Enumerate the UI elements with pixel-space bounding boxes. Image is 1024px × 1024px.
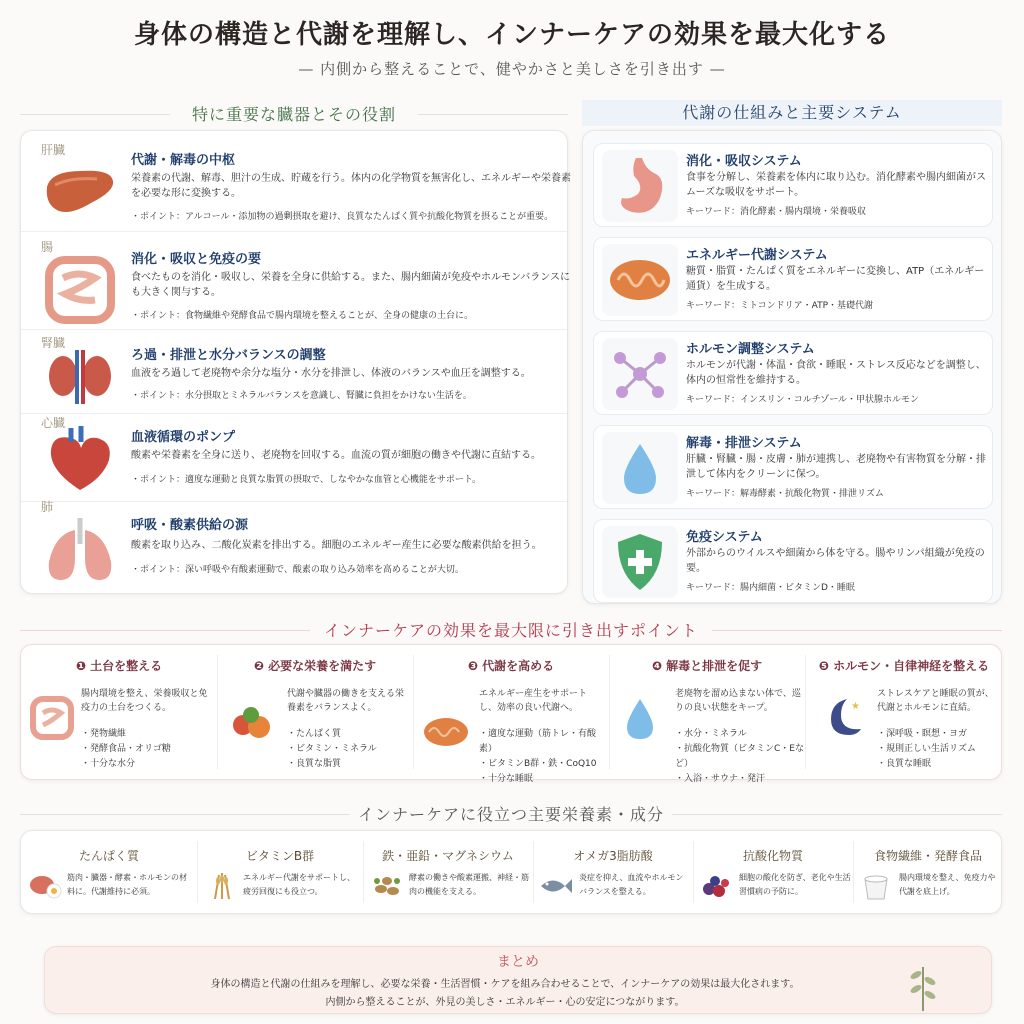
nutrient-card	[693, 831, 853, 911]
nutrient-card	[21, 831, 197, 911]
organ-tag: 肺	[41, 500, 54, 514]
nutrient-title: ビタミンB群	[245, 849, 315, 863]
nutrients-heading-text: インナーケアに役立つ主要栄養素・成分	[357, 805, 664, 824]
system-card	[593, 425, 993, 509]
point-desc: ストレスケアと睡眠の質が、代謝とホルモンに直結。	[877, 689, 994, 713]
organ-liver	[21, 131, 571, 232]
summary-heading: まとめ	[497, 954, 539, 970]
nutrient-desc: 腸内環境を整え、免疫力や代謝を底上げ。	[899, 873, 996, 896]
organ-desc: 食べたものを消化・吸収し、栄養を全身に供給する。また、腸内細菌が免疫やホルモンバランスにも大きく関与する。	[131, 272, 570, 298]
nutrient-title: オメガ3脂肪酸	[573, 849, 653, 863]
system-title: 消化・吸収システム	[686, 154, 802, 169]
organ-tag: 腎臓	[41, 336, 66, 350]
organ-heart	[21, 414, 567, 502]
point-title: ❷ 必要な栄養を満たす	[253, 659, 377, 673]
organ-title: ろ過・排泄と水分バランスの調整	[131, 348, 326, 363]
point-list-item: ・入浴・サウナ・発汗	[675, 774, 766, 784]
organ-desc: 血液をろ過して老廃物や余分な塩分・水分を排泄し、体液のバランスや血圧を調整する。	[131, 368, 531, 379]
point-list	[81, 727, 171, 772]
point-list-item: ・十分な水分	[81, 759, 136, 769]
summary-line-1: 身体の構造と代謝の仕組みを理解し、必要な栄養・生活習慣・ケアを組み合わせることで、インナーケアの効果は最大化されます。	[210, 979, 800, 990]
nutrient-desc: 筋肉・臓器・酵素・ホルモンの材料に。代謝維持に必須。	[67, 873, 187, 896]
point-list-item: ・良質な睡眠	[877, 759, 932, 769]
summary-panel	[44, 946, 992, 1014]
point-list	[287, 727, 377, 772]
point-card	[217, 645, 413, 779]
moon-icon	[817, 691, 867, 741]
system-title: エネルギー代謝システム	[686, 248, 828, 263]
leaf-sprig-icon	[903, 961, 943, 1013]
organ-desc: 酸素を取り込み、二酸化炭素を排出する。細胞のエネルギー産生に必要な酸素供給を担う。	[131, 540, 542, 551]
point-desc: 代謝や臓器の働きを支える栄養素をバランスよく。	[287, 689, 405, 713]
point-list-item: ・適度な運動（筋トレ・有酸素）	[479, 729, 597, 754]
point-list-item: ・抗酸化物質（ビタミンC・Eなど）	[675, 744, 804, 769]
system-keywords: キーワード：ミトコンドリア・ATP・基礎代謝	[686, 301, 874, 311]
systems-panel	[582, 130, 1002, 604]
organ-tag: 腸	[41, 240, 54, 254]
point-list-item: ・規則正しい生活リズム	[877, 744, 976, 754]
point-list	[675, 727, 805, 787]
nutrient-desc: エネルギー代謝をサポートし、疲労回復にも役立つ。	[243, 873, 355, 896]
page-title: 身体の構造と代謝を理解し、インナーケアの効果を最大化する	[133, 20, 890, 50]
mitochondria-icon	[602, 244, 678, 316]
organs-panel	[20, 130, 571, 594]
point-list-item: ・発酵食品・オリゴ糖	[81, 744, 171, 754]
organ-tag: 肝臓	[41, 143, 66, 157]
system-title: 解毒・排泄システム	[686, 436, 802, 451]
points-heading-text: インナーケアの効果を最大限に引き出すポイント	[323, 621, 698, 640]
water-drop-icon	[615, 693, 665, 743]
system-keywords: キーワード：解毒酵素・抗酸化物質・排泄リズム	[686, 489, 884, 499]
heart-icon	[41, 426, 119, 494]
system-card	[593, 519, 993, 603]
point-card	[21, 645, 217, 779]
summary-line-2: 内側から整えることが、外見の美しさ・エネルギー・心の安定につながります。	[325, 997, 685, 1008]
system-keywords: キーワード：消化酵素・腸内環境・栄養吸収	[686, 207, 867, 217]
point-list-item: ・たんぱく質	[287, 729, 342, 739]
organ-title: 代謝・解毒の中枢	[131, 153, 236, 168]
point-list-item: ・深呼吸・瞑想・ヨガ	[877, 729, 968, 739]
water-drop-icon	[602, 432, 678, 504]
point-title: ❸ 代謝を高める	[467, 659, 555, 673]
nutrient-card	[853, 831, 1003, 911]
nutrients-panel	[20, 830, 1002, 914]
system-card	[593, 237, 993, 321]
organ-title: 消化・吸収と免疫の要	[131, 252, 262, 267]
point-list-item: ・ビタミンB群・鉄・CoQ10	[479, 759, 597, 769]
nutrient-card	[197, 831, 363, 911]
berries-icon	[699, 871, 733, 901]
points-panel	[20, 644, 1002, 784]
point-card	[609, 645, 805, 784]
organ-intestine	[21, 232, 570, 330]
point-list-item: ・良質な脂質	[287, 759, 342, 769]
point-list	[479, 727, 609, 787]
point-title: ❺ ホルモン・自律神経を整える	[818, 659, 990, 673]
system-desc: 食事を分解し、栄養素を体内に取り込む。消化酵素や腸内細菌がスムーズな吸収をサポート。	[686, 172, 986, 198]
nutrient-desc: 炎症を抑え、血流やホルモンバランスを整える。	[579, 873, 684, 896]
organ-lungs	[21, 502, 567, 595]
system-card	[593, 143, 993, 227]
protein-icon	[29, 871, 63, 901]
organ-point: ・ポイント：適度な運動と良質な脂質の摂取で、しなやかな血管と心機能をサポート。	[131, 475, 482, 485]
system-desc: 糖質・脂質・たんぱく質をエネルギーに変換し、ATP（エネルギー通貨）を生成する。	[686, 266, 985, 292]
system-keywords: キーワード：腸内細菌・ビタミンD・睡眠	[686, 583, 855, 593]
point-desc: 腸内環境を整え、栄養吸収と免疫力の土台をつくる。	[81, 689, 208, 713]
point-list-item: ・ビタミン・ミネラル	[287, 744, 377, 754]
system-desc: ホルモンが代謝・体温・食欲・睡眠・ストレス反応などを調整し、体内の恒常性を維持する。	[686, 360, 986, 386]
point-list	[877, 727, 976, 772]
organ-desc: 栄養素の代謝、解毒、胆汁の生成、貯蔵を行う。体内の化学物質を無害化し、エネルギーや栄養素を必要な形に変換する。	[131, 173, 571, 199]
systems-heading	[582, 100, 1002, 126]
system-keywords: キーワード：インスリン・コルチゾール・甲状腺ホルモン	[686, 395, 920, 405]
organ-desc: 酸素や栄養素を全身に送り、老廃物を回収する。血流の質が細胞の働きや代謝に直結する。	[131, 450, 541, 461]
point-card	[413, 645, 609, 784]
system-title: ホルモン調整システム	[686, 342, 815, 357]
vegetables-icon	[227, 697, 277, 747]
organs-heading-text: 特に重要な臓器とその役割	[191, 105, 396, 124]
fish-icon	[539, 871, 573, 901]
organ-kidney	[21, 330, 567, 414]
system-desc: 外部からのウイルスや細菌から体を守る。腸やリンパ組織が免疫の要。	[686, 548, 985, 574]
nutrient-desc: 酵素の働きや酸素運搬、神経・筋肉の機能を支える。	[409, 873, 529, 896]
organ-title: 血液循環のポンプ	[131, 430, 236, 445]
point-title: ❹ 解毒と排泄を促す	[651, 659, 763, 673]
yogurt-icon	[859, 871, 893, 901]
shield-icon	[602, 526, 678, 598]
intestine-icon	[27, 693, 77, 743]
mitochondria-icon	[421, 707, 471, 757]
nutrient-title: 鉄・亜鉛・マグネシウム	[382, 849, 514, 863]
organ-point: ・ポイント：深い呼吸や有酸素運動で、酸素の取り込み効率を高めることが大切。	[131, 565, 464, 575]
nuts-icon	[371, 871, 405, 901]
points-heading	[20, 618, 1002, 641]
svg-text:★: ★	[851, 701, 860, 712]
point-card	[805, 645, 1003, 779]
organ-point: ・ポイント：水分摂取とミネラルバランスを意識し、腎臓に負担をかけない生活を。	[131, 391, 472, 401]
point-desc: 老廃物を溜め込まない体で、巡りの良い状態をキープ。	[675, 689, 801, 713]
nutrient-title: 抗酸化物質	[742, 849, 803, 863]
intestine-icon	[41, 256, 119, 324]
point-list-item: ・水分・ミネラル	[675, 729, 747, 739]
point-list-item: ・発物繊維	[81, 729, 127, 739]
nutrient-title: 食物繊維・発酵食品	[873, 849, 982, 863]
system-title: 免疫システム	[686, 530, 763, 545]
liver-icon	[41, 157, 119, 225]
page-subtitle: — 内側から整えることで、健やかさと美しさを引き出す —	[298, 60, 726, 78]
organs-heading	[20, 102, 568, 125]
kidney-icon	[41, 346, 119, 406]
nutrient-card	[363, 831, 533, 911]
organ-tag: 心臓	[41, 416, 66, 430]
nutrients-heading	[20, 802, 1002, 825]
organ-point: ・ポイント：食物繊維や発酵食品で腸内環境を整えることが、全身の健康の土台に。	[131, 311, 474, 321]
nutrient-title: たんぱく質	[78, 849, 139, 863]
system-desc: 肝臓・腎臓・腸・皮膚・肺が連携し、老廃物や有害物質を分解・排泄して体内をクリーンに保つ。	[686, 454, 986, 480]
molecule-icon	[602, 338, 678, 410]
system-card	[593, 331, 993, 415]
stomach-icon	[602, 150, 678, 222]
lungs-icon	[41, 518, 119, 586]
systems-heading-text: 代謝の仕組みと主要システム	[682, 103, 902, 122]
organ-title: 呼吸・酸素供給の源	[131, 518, 249, 533]
point-list-item: ・十分な睡眠	[479, 774, 534, 784]
wheat-icon	[205, 871, 239, 901]
point-title: ❶ 土台を整える	[75, 659, 163, 673]
nutrient-desc: 細胞の酸化を防ぎ、老化や生活習慣病の予防に。	[739, 873, 851, 896]
organ-point: ・ポイント：アルコール・添加物の過剰摂取を避け、良質なたんぱく質や抗酸化物質を摂ることが重要。	[131, 212, 554, 222]
nutrient-card	[533, 831, 693, 911]
point-desc: エネルギー産生をサポートし、効率の良い代謝へ。	[479, 689, 588, 713]
